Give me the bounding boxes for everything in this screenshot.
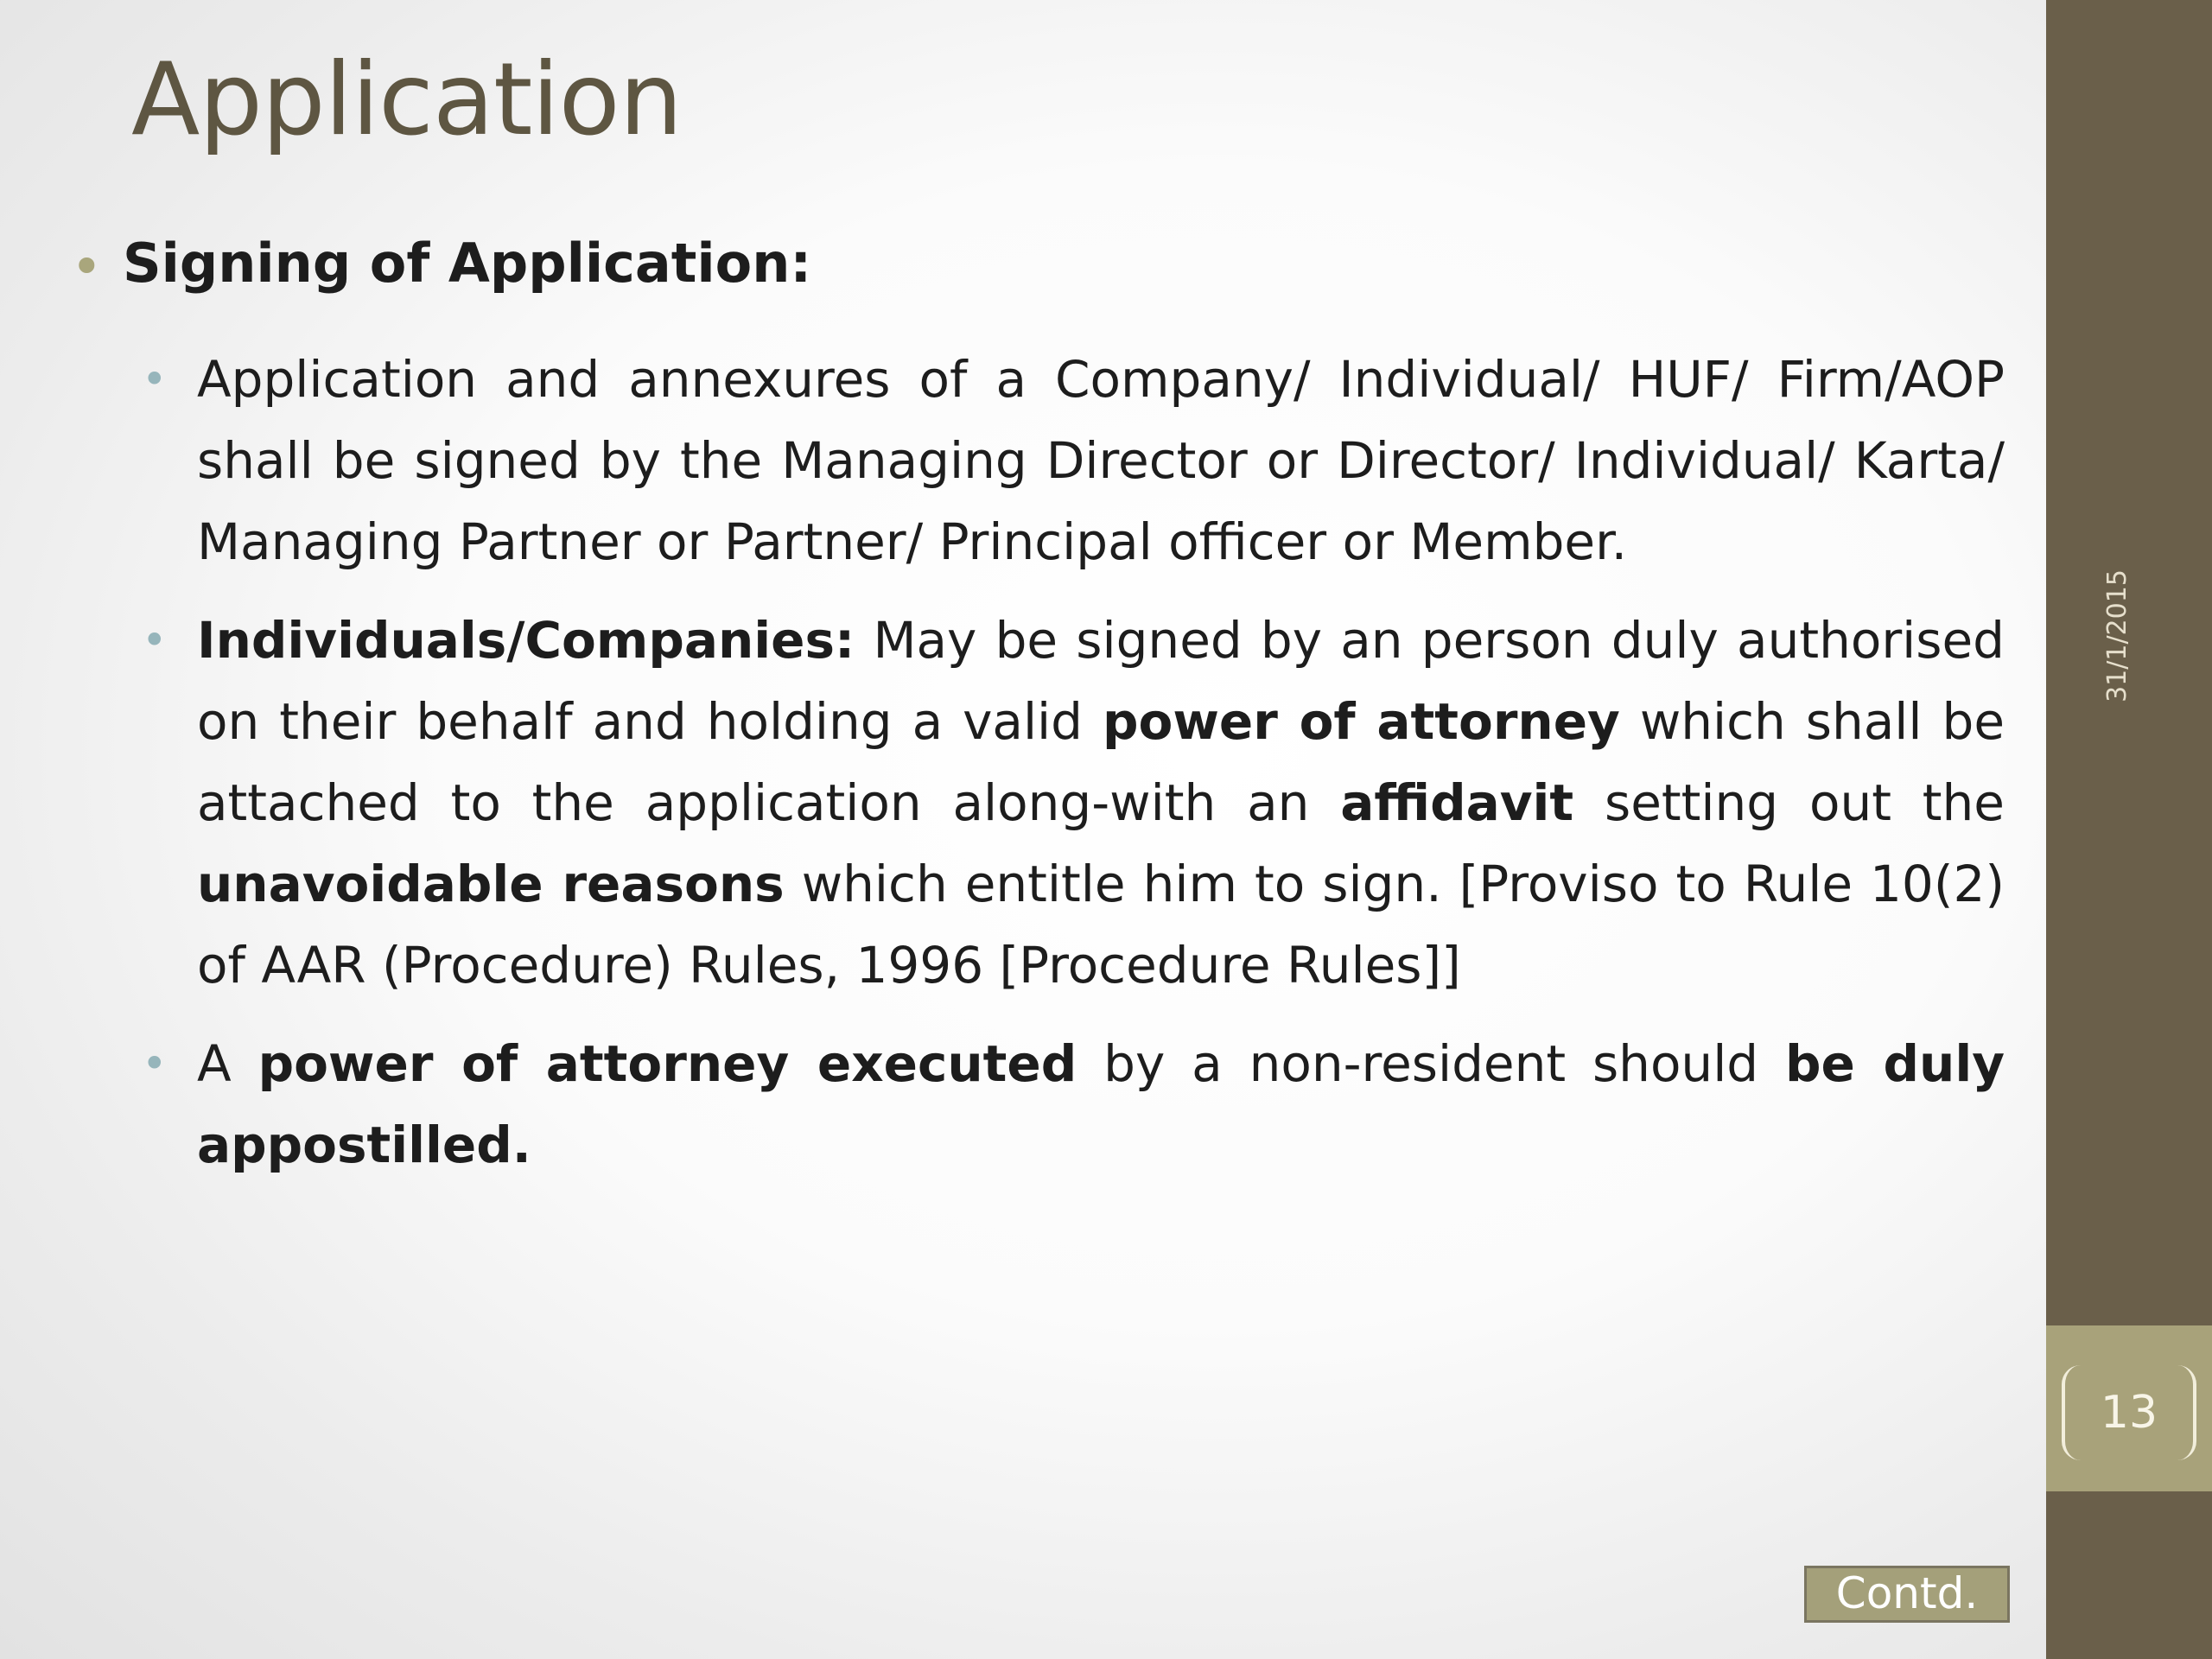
item-bold-text: unavoidable reasons (197, 855, 785, 913)
bullet-icon: • (71, 235, 103, 298)
item-bold-text: Individuals/Companies: (197, 611, 855, 670)
slide-date: 31/1/2015 (2102, 569, 2133, 702)
list-item (138, 600, 2005, 1006)
item-text: which shall be attached to the application along-with an (197, 692, 2005, 832)
page-number: 13 (2100, 1387, 2158, 1439)
item-text: which entitle him to sign. [Proviso to Rule 10(2) of AAR (Procedure) Rules, 1996 [Procedure Rules]] (197, 855, 2005, 995)
item-text: May be signed by an person duly authorised on their behalf and holding a valid (197, 611, 2005, 751)
item-text: by a non-resident should (1077, 1034, 1786, 1093)
bullet-icon: • (142, 615, 168, 665)
item-bold-text: power of attorney (1102, 692, 1620, 751)
bullet-icon: • (142, 354, 168, 404)
bullet-icon: • (142, 1039, 168, 1089)
bullet-list (138, 339, 2005, 1203)
item-text: setting out the (1573, 773, 2005, 832)
item-text: Application and annexures of a Company/ Individual/ HUF/ Firm/AOP shall be signed by the Managing Director or Director/ Individual/ Karta/ Managing Partner or Partner/ Principal officer or Member. (197, 350, 2005, 571)
list-item (138, 1023, 2005, 1185)
contd-button[interactable]: Contd. (1804, 1566, 2010, 1623)
item-bold-text: power of attorney executed (257, 1034, 1077, 1093)
section-heading-text: Signing of Application: (123, 232, 812, 295)
page-title: Application (131, 41, 683, 158)
item-bold-text: be duly appostilled. (197, 1034, 2005, 1174)
list-item (138, 339, 2005, 582)
item-text: A (197, 1034, 258, 1093)
item-bold-text: affidavit (1340, 773, 1574, 832)
